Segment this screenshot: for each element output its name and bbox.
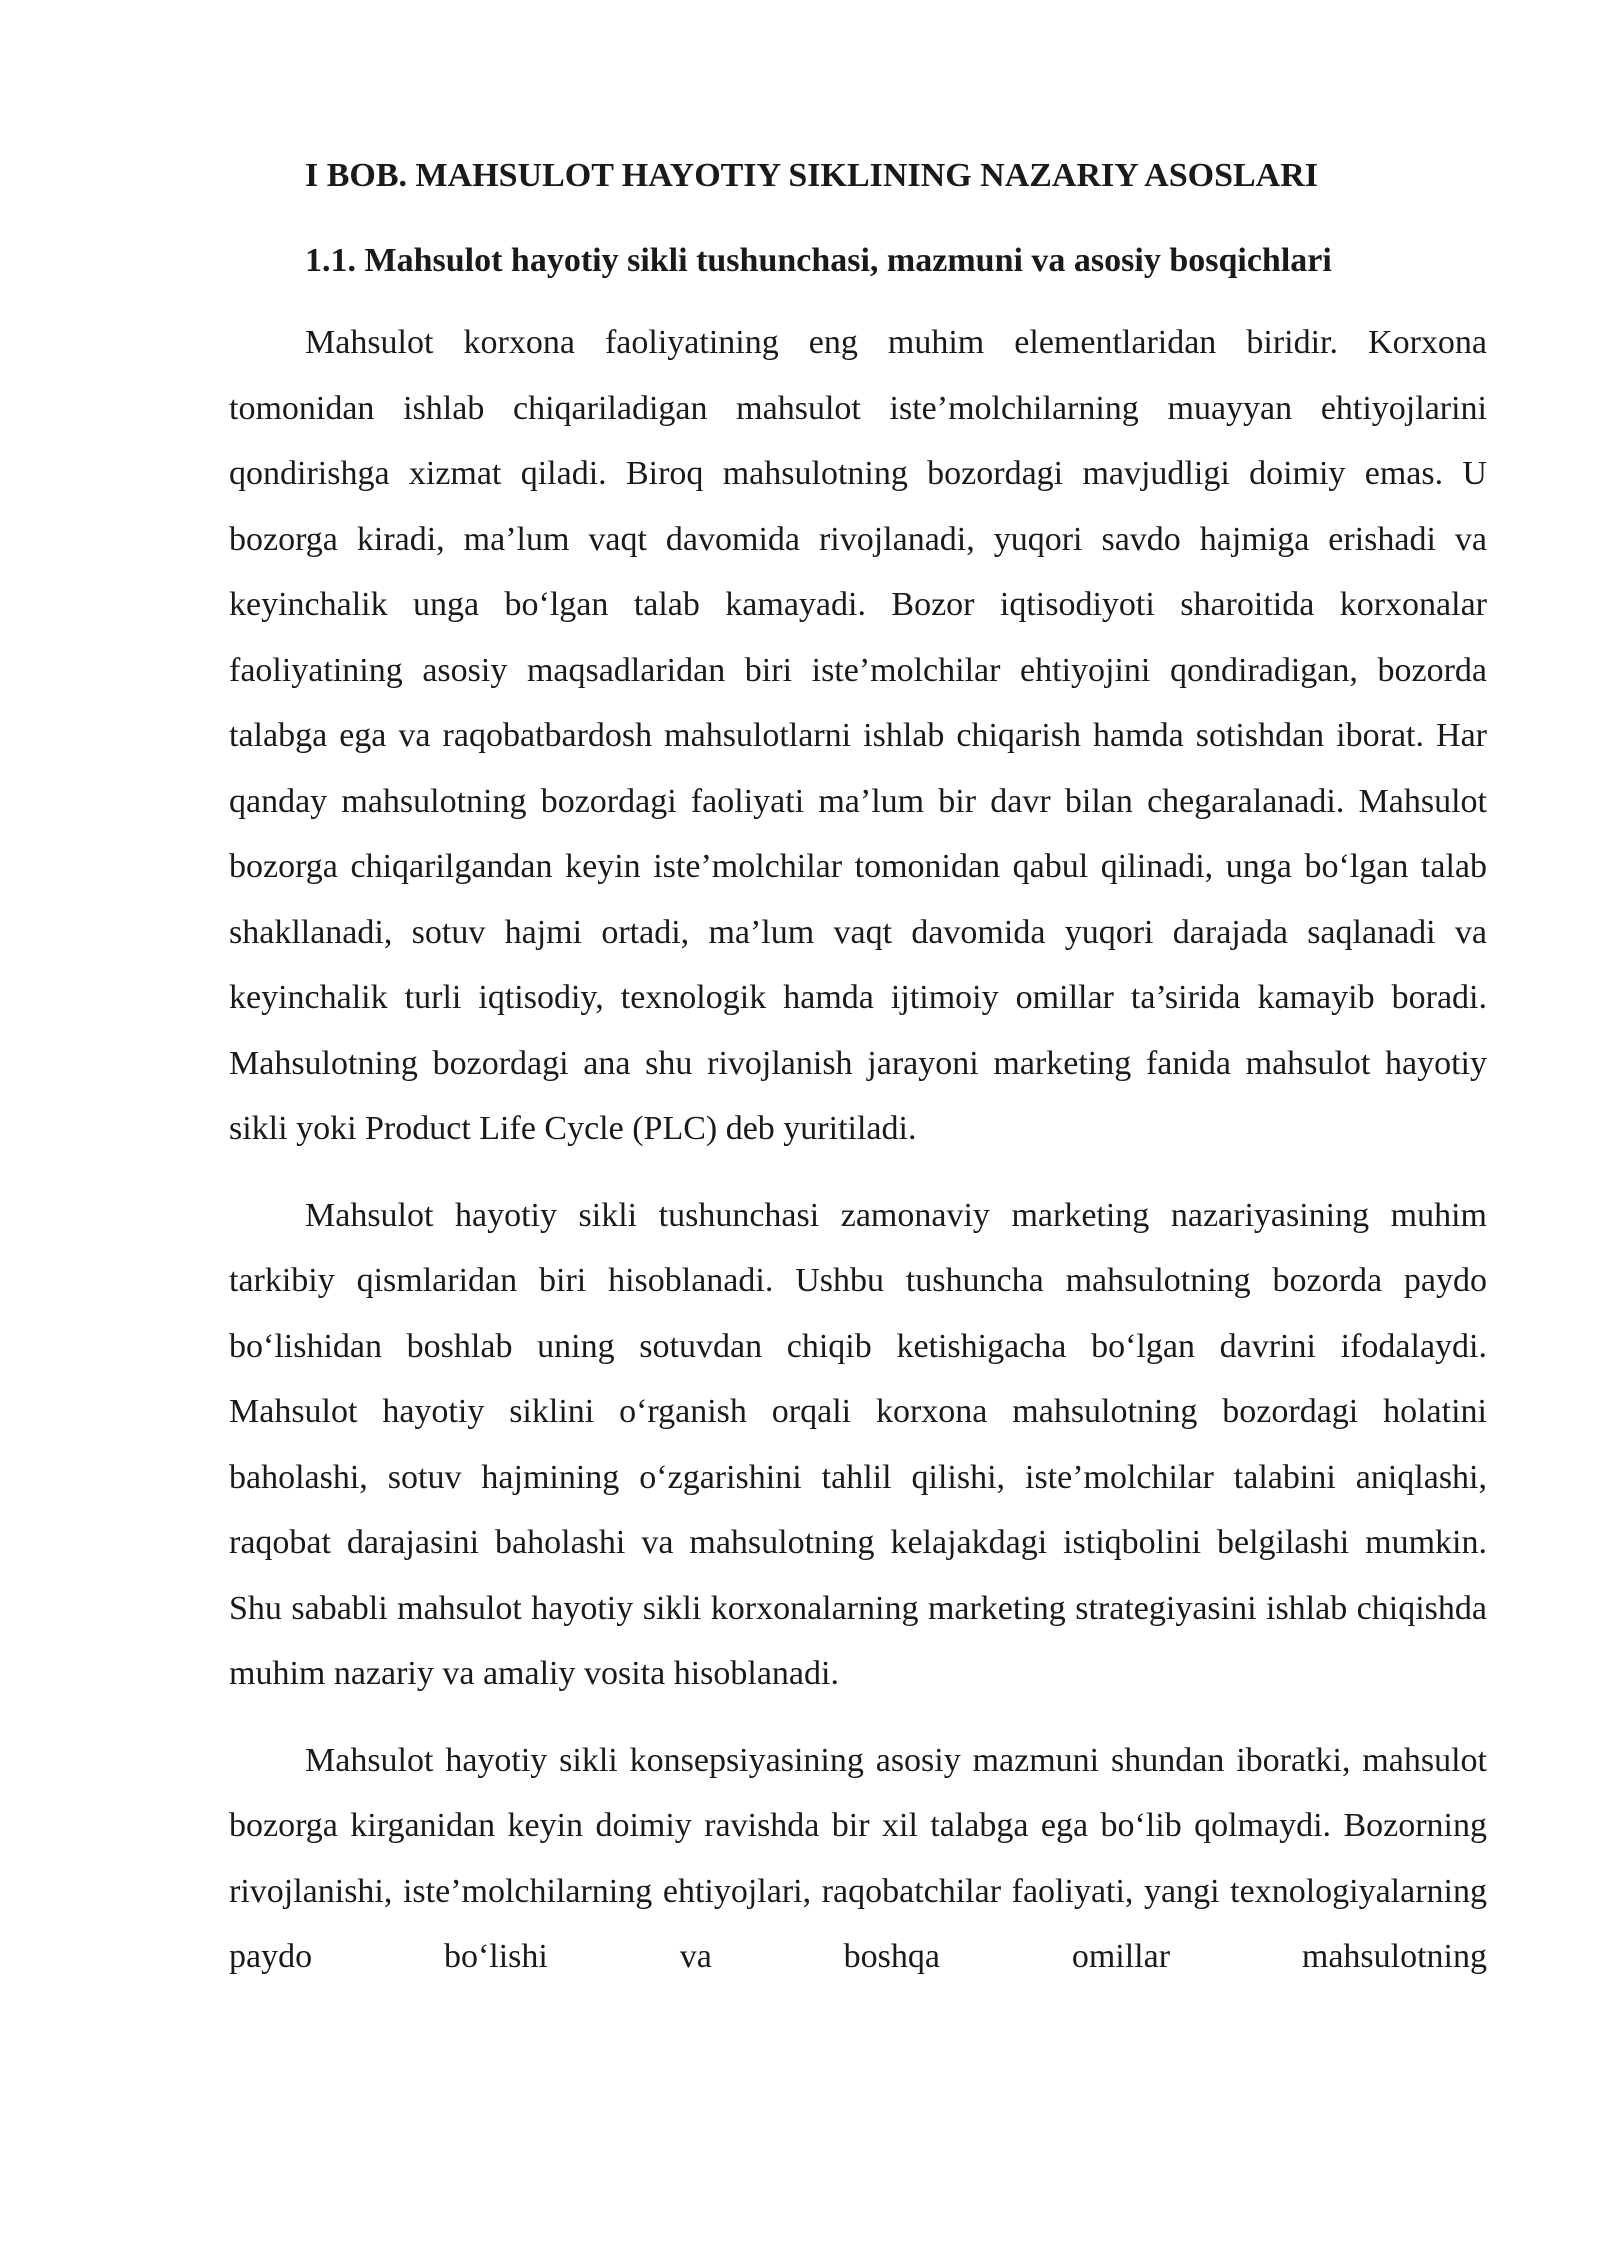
body-paragraph-3: Mahsulot hayotiy sikli konsepsiyasining asosiy mazmuni shundan iboratki, mahsulot bozorga kirganidan keyin doimiy ravishda bir xil talabga ega bo‘lib qolmaydi. Bozorning rivojlanishi, iste’molchilarning ehtiyojlari, raqobatchilar faoliyati, yangi texnologiyalarning paydo bo‘lishi va boshqa omillar mahsulotning — [229, 1741, 1487, 1975]
document-page — [229, 150, 1487, 1990]
body-paragraph-1: Mahsulot korxona faoliyatining eng muhim elementlaridan biridir. Korxona tomonidan ishlab chiqariladigan mahsulot iste’molchilarning muayyan ehtiyojlarini qondirishga xizmat qiladi. Biroq mahsulotning bozordagi mavjudligi doimiy emas. U bozorga kiradi, ma’lum vaqt davomida rivojlanadi, yuqori savdo hajmiga erishadi va keyinchalik unga bo‘lgan talab kamayadi. Bozor iqtisodiyoti sharoitida korxonalar faoliyatining asosiy maqsadlaridan biri iste’molchilar ehtiyojini qondiradigan, bozorda talabga ega va raqobatbardosh mahsulotlarni ishlab chiqarish hamda sotishdan iborat. Har qanday mahsulotning bozordagi faoliyati ma’lum bir davr bilan chegaralanadi. Mahsulot bozorga chiqarilgandan keyin iste’molchilar tomonidan qabul qilinadi, unga bo‘lgan talab shakllanadi, sotuv hajmi ortadi, ma’lum vaqt davomida yuqori darajada saqlanadi va keyinchalik turli iqtisodiy, texnologik hamda ijtimoiy omillar ta’sirida kamayib boradi. Mahsulotning bozordagi ana shu rivojlanish jarayoni marketing fanida mahsulot hayotiy sikli yoki Product Life Cycle (PLC) deb yuritiladi. — [229, 324, 1487, 1147]
body-paragraph-2: Mahsulot hayotiy sikli tushunchasi zamonaviy marketing nazariyasining muhim tarkibiy qismlaridan biri hisoblanadi. Ushbu tushuncha mahsulotning bozorda paydo bo‘lishidan boshlab uning sotuvdan chiqib ketishigacha bo‘lgan davrini ifodalaydi. Mahsulot hayotiy siklini o‘rganish orqali korxona mahsulotning bozordagi holatini baholashi, sotuv hajmining o‘zgarishini tahlil qilishi, iste’molchilar talabini aniqlashi, raqobat darajasini baholashi va mahsulotning kelajakdagi istiqbolini belgilashi mumkin. Shu sababli mahsulot hayotiy sikli korxonalarning marketing strategiyasini ishlab chiqishda muhim nazariy va amaliy vosita hisoblanadi. — [229, 1196, 1487, 1692]
chapter-title: I BOB. MAHSULOT HAYOTIY SIKLINING NAZARIY ASOSLARI — [305, 157, 1319, 194]
section-title: 1.1. Mahsulot hayotiy sikli tushunchasi, mazmuni va asosiy bosqichlari — [305, 242, 1332, 279]
